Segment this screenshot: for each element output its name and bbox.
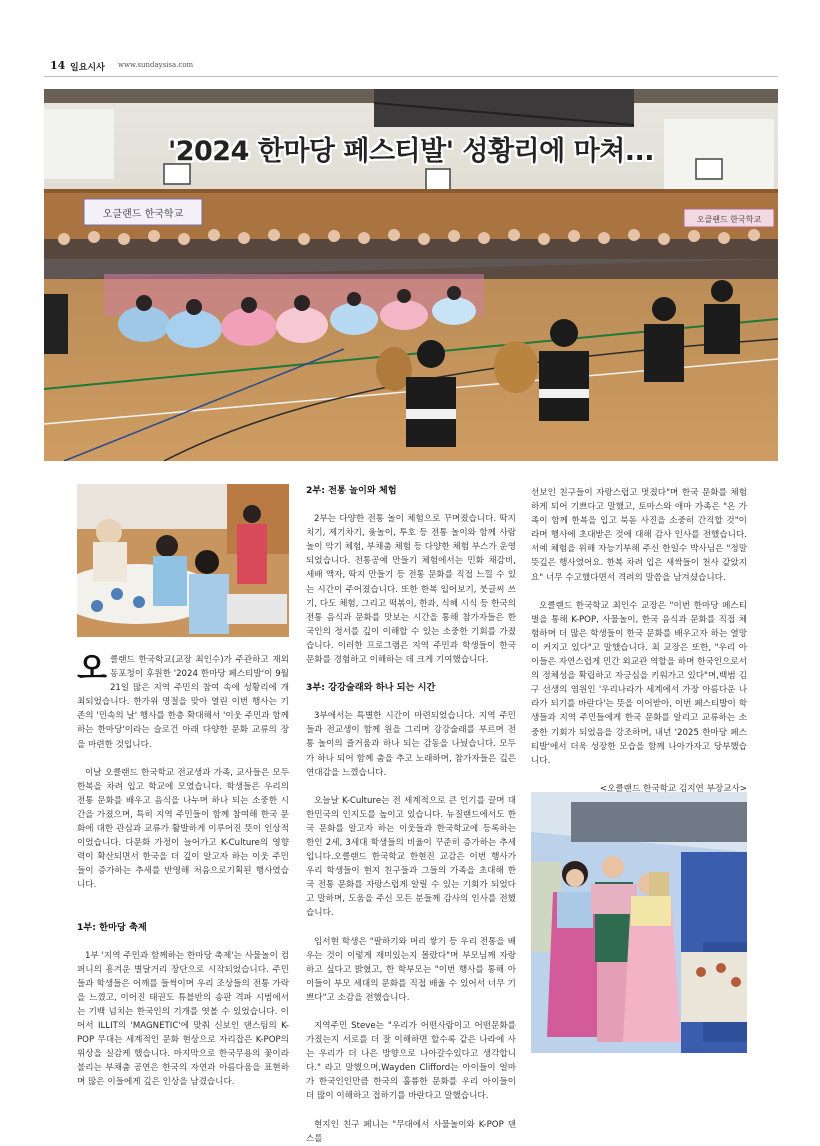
group-photo (531, 792, 747, 1053)
paragraph: 지역주민 Steve는 "우리가 어떤사람이고 어떤문화를 가졌는지 서로를 더 잘 이해하면 할수록 같은 나라에 사는 우리가 더 나은 방향으로 나아갈수있다고 생각합니다." 라고 말했으며,Wayden Clifford는 아이들이 얼마가 한국인인만큼 한국의 훌륭한 문화를 우리 아이들이 더 많이 이해하고 접하기를 바란다고 말했습니다. (306, 1021, 516, 1102)
paragraph: 현지인 친구 페니는 "무대에서 사물놀이와 K-POP 댄스를 (306, 1119, 516, 1144)
intro-paragraph: 클랜드 한국학교(교장 최인수)가 주관하고 재외동포청이 후원한 '2024 한마당 페스티발'이 9월 21일 많은 지역 주민의 참여 속에 성황리에 개최되었습니다. 한가위 명절을 맞아 열린 이번 행사는 기존의 '민속의 날' 행사를 한층 확대해서 '이웃 주민과 함께하는 한마당'이라는 슬로건 아래 다양한 문화 교류의 장을 마련한 것입니다. (77, 655, 289, 750)
activity-photo (77, 484, 289, 637)
headline: '2024 한마당 페스티발' 성황리에 마쳐... (167, 136, 655, 167)
paragraph: 이날 오클랜드 한국학교 전교생과 가족, 교사들은 모두 한복을 차려 입고 학교에 모였습니다. 학생들은 우리의 전통 문화를 배우고 음식을 나누며 하나 되는 소중한 시간을 가졌으며, 특히 지역 주민들이 함께 참여해 한국 문화에 대한 관심과 교류가 활발하게 이루어진 뜻이 인상적이었습니다. 다문화 가정이 늘어가고 K-Culture의 영향력이 확산되면서 한국을 더 깊이 알고자 하는 이웃 주민들이 증가하는 추세를 반영해 처음으로기획된 행사였습니다. (77, 767, 289, 891)
dropcap: 오 (77, 651, 107, 687)
article-column-1 (77, 653, 289, 1090)
article-column-3 (531, 486, 747, 796)
section-heading-2: 2부: 전통 놀이와 체험 (306, 485, 397, 496)
group-hanbok-illustration (531, 792, 747, 1053)
banner-left: 오클랜드 한국학교 (102, 209, 184, 220)
paragraph: 오클랜드 한국학교 최인수 교장은 "이번 한마당 페스티벌을 통해 K-POP, 사물놀이, 한국 음식과 문화를 직접 체험하며 더 많은 학생들이 한국 문화를 배우고자 하는 열망이 커지고 있다"고 말했습니다. 최 교장은 또한, "우리 아이들은 자연스럽게 민간 외교관 역할을 하며 한국인으로서의 정체성을 확립하고 자긍심을 키워가고 있다"며,백범 김구 선생의 염원인 '우리나라가 세계에서 가장 아름다운 나라가 되기를 바란다'는 뜻을 이어받아, 이번 페스티발이 학생들과 지역 주민들에게 한국 문화를 알리고 교류하는 소중한 기회가 되었음을 강조하며, 내년 '2025 한마당 페스티발'에서 더욱 성장한 모습을 함께 나아가자고 당부했습니다. (531, 600, 747, 766)
paragraph: 2부는 다양한 전통 놀이 체험으로 꾸며졌습니다. 딱지치기, 제기차기, 윷놀이, 투호 등 전통 놀이와 함께 사람놀이 악기 체험, 부채춤 체험 등 다양한 체험 부스가 운영되었습니다. 전통공예 만들기 체험에서는 민화 채감비, 세배 액자, 딱지 만들기 등 전통 문화를 직접 느낄 수 있는 시간이 주어졌습니다. 또한 한복 입어보기, 붓글씨 쓰기, 다도 체험, 그리고 떡볶이, 한과, 식혜 시식 등 한국의 전통 음식과 문화를 맛보는 시간을 통해 참가자들은 한국인의 정서를 깊이 이해할 수 있는 소중한 기회를 가졌습니다. 이러한 프로그램은 지역 주민과 학생들이 한국 문화를 경험하고 이해하는 데 크게 기여했습니다. (306, 514, 516, 666)
author-credit: <오클랜드 한국학교 김지연 부장교사> (599, 783, 747, 794)
section-heading-3: 3부: 강강술래와 하나 되는 시간 (306, 682, 436, 694)
section-heading-1: 1부: 한마당 축제 (77, 921, 147, 933)
paragraph: 선보인 친구들이 자랑스럽고 멋졌다"며 한국 문화를 체험하게 되어 기쁘다고 말했고, 토마스와 애마 가족은 "온 가족이 함께 한복을 입고 북돋 사진을 소중히 간직할 것"이라며 행사에 초대받은 것에 대해 감사 인사를 전했습니다. 서예 체험을 위해 자능기부해 주신 한일수 박사님은 "정말 뜻깊은 행사였어요. 한복 차려 입은 새싹들이 천사 같았지요" 너무 수고했다면서 격려의 말씀을 남겨셨습니다. (531, 488, 747, 583)
banner-right: 오클랜드 한국학교 (696, 215, 762, 224)
publication-name: 일요시사 (70, 63, 105, 73)
paragraph: 3부에서는 특별한 시간이 마련되었습니다. 지역 주민들과 전교생이 함께 원을 그리며 강강술래를 부르며 전통 놀이의 즐거움과 하나 되는 감동을 나눴습니다. 모두가 하나 되어 함께 춤을 추고 노래하며, 참가자들은 깊은 연대감을 느꼈습니다. (306, 711, 516, 778)
paragraph: 오늘날 K-Culture는 전 세계적으로 큰 인기를 끌며 대한민국의 인지도를 높이고 있습니다. 뉴질랜드에서도 한국 문화를 알고자 하는 이웃들과 한국학교에 등록하는 한인 2세, 3세대 학생들의 비율이 꾸준히 증가하는 추세입니다.오클랜드 한국학교 한현진 교감은 이번 행사가 우리 학생들이 현지 친구들과 그들의 가족을 초대해 한국 전통 문화를 자랑스럽게 알릴 수 있는 기회가 되었다고 말하며, 도움을 주신 모든 분들께 감사의 인사를 전했습니다. (306, 795, 516, 919)
craft-table-illustration (77, 484, 289, 637)
hero-photo (44, 89, 778, 461)
paragraph: 1부 '지역 주민과 함께하는 한마당 축제'는 사물놀이 컴퍼니의 흥겨운 별달거리 장단으로 시작되었습니다. 주민들과 학생들은 어깨를 들썩이며 우리 조상들의 전통 가락을 느꼈고, 이어진 태권도 튜블반의 송판 격파 시범에서는 기백 넘치는 한국인의 기개를 엿볼 수 있었습니다. 이어서 ILLIT의 'MAGNETIC'에 맞춰 신보인 댄스팀의 K-POP 무대는 세계적인 문화 현상으로 자리잡은 K-POP의 위상을 실감케 했습니다. 마지막으로 한국무용의 꽃이라 불리는 부채춤 공연은 한국의 자연과 아름다움을 표현하며 많은 이들에게 깊은 인상을 남겼습니다. (77, 950, 289, 1088)
paragraph: 임서현 학생은 "팔하기와 머리 쌓기 등 우리 전통을 배우는 것이 이렇게 재미있는지 몰랐다"며 부모님께 자랑하고 싶다고 밝혔고, 한 학부모는 "이번 행사를 통해 아이들이 부모 세대의 문화를 직접 배울 수 있어서 너무 기쁘다"고 소감을 전했습니다. (306, 936, 516, 1003)
article-column-2 (306, 484, 516, 1146)
page-number: 14 (50, 59, 66, 72)
publication-url: www.sundaysisa.com (118, 61, 194, 69)
page-header (44, 56, 778, 77)
